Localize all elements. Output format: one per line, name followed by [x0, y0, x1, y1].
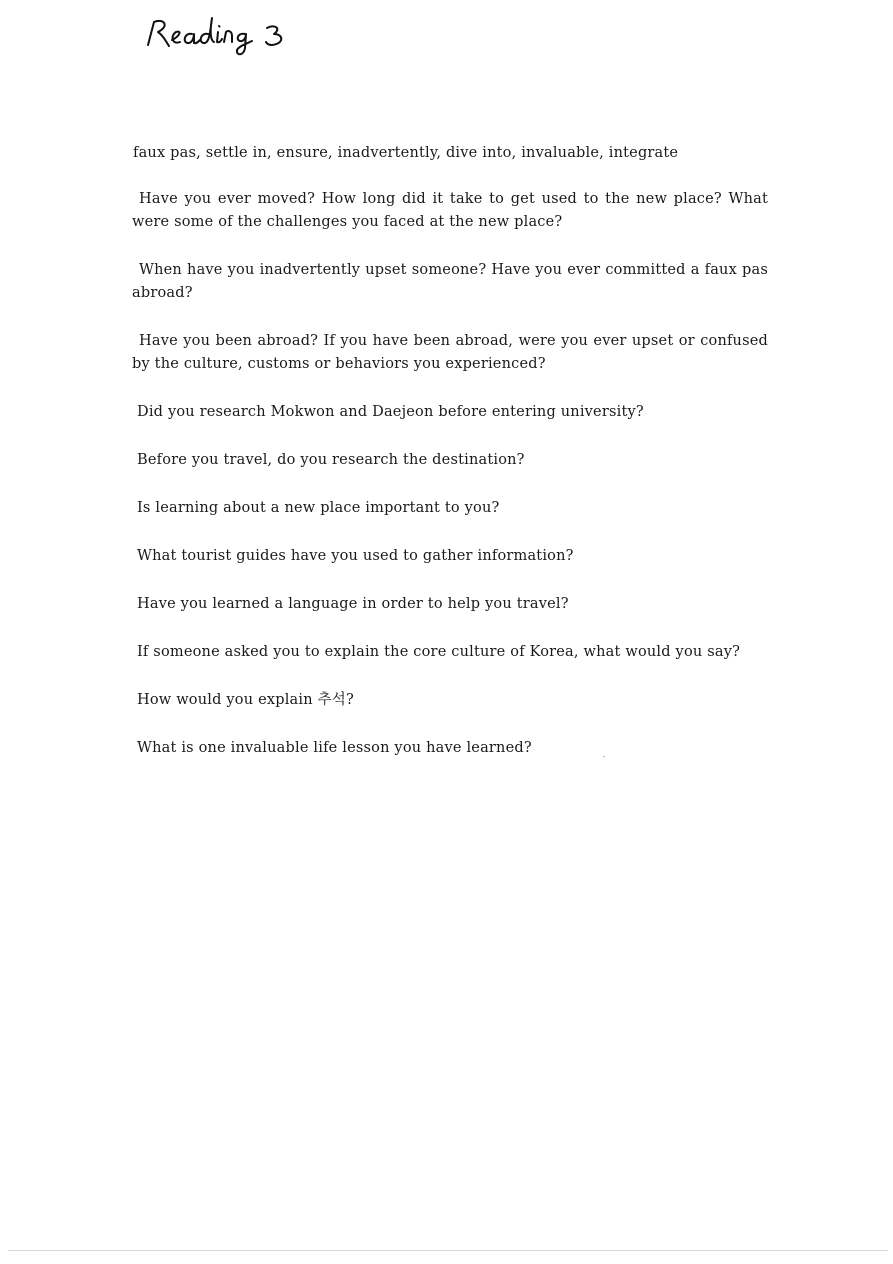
discussion-question: Have you been abroad? If you have been abroad, were you ever upset or confused by the culture, customs or behaviors you experienced?: [132, 333, 768, 372]
discussion-question: Did you research Mokwon and Daejeon before entering university?: [137, 404, 644, 420]
discussion-question: What tourist guides have you used to gather information?: [137, 548, 574, 564]
discussion-question: Have you ever moved? How long did it take to get used to the new place? What were some of the challenges you faced at the new place?: [132, 191, 768, 230]
scan-speck: [603, 756, 605, 757]
discussion-question: How would you explain 추석?: [137, 692, 354, 708]
discussion-question: Is learning about a new place important to you?: [137, 500, 500, 516]
discussion-question: Have you learned a language in order to help you travel?: [137, 596, 569, 612]
discussion-question: What is one invaluable life lesson you have learned?: [137, 740, 532, 756]
discussion-question: If someone asked you to explain the core culture of Korea, what would you say?: [137, 644, 741, 660]
scan-edge-line: [8, 1250, 888, 1251]
vocabulary-list: faux pas, settle in, ensure, inadvertently, dive into, invaluable, integrate: [133, 145, 679, 161]
handwritten-title: [142, 12, 302, 58]
discussion-question: Before you travel, do you research the destination?: [137, 452, 525, 468]
discussion-question: When have you inadvertently upset someone? Have you ever committed a faux pas abroad?: [132, 262, 768, 301]
worksheet-content: [132, 142, 768, 785]
